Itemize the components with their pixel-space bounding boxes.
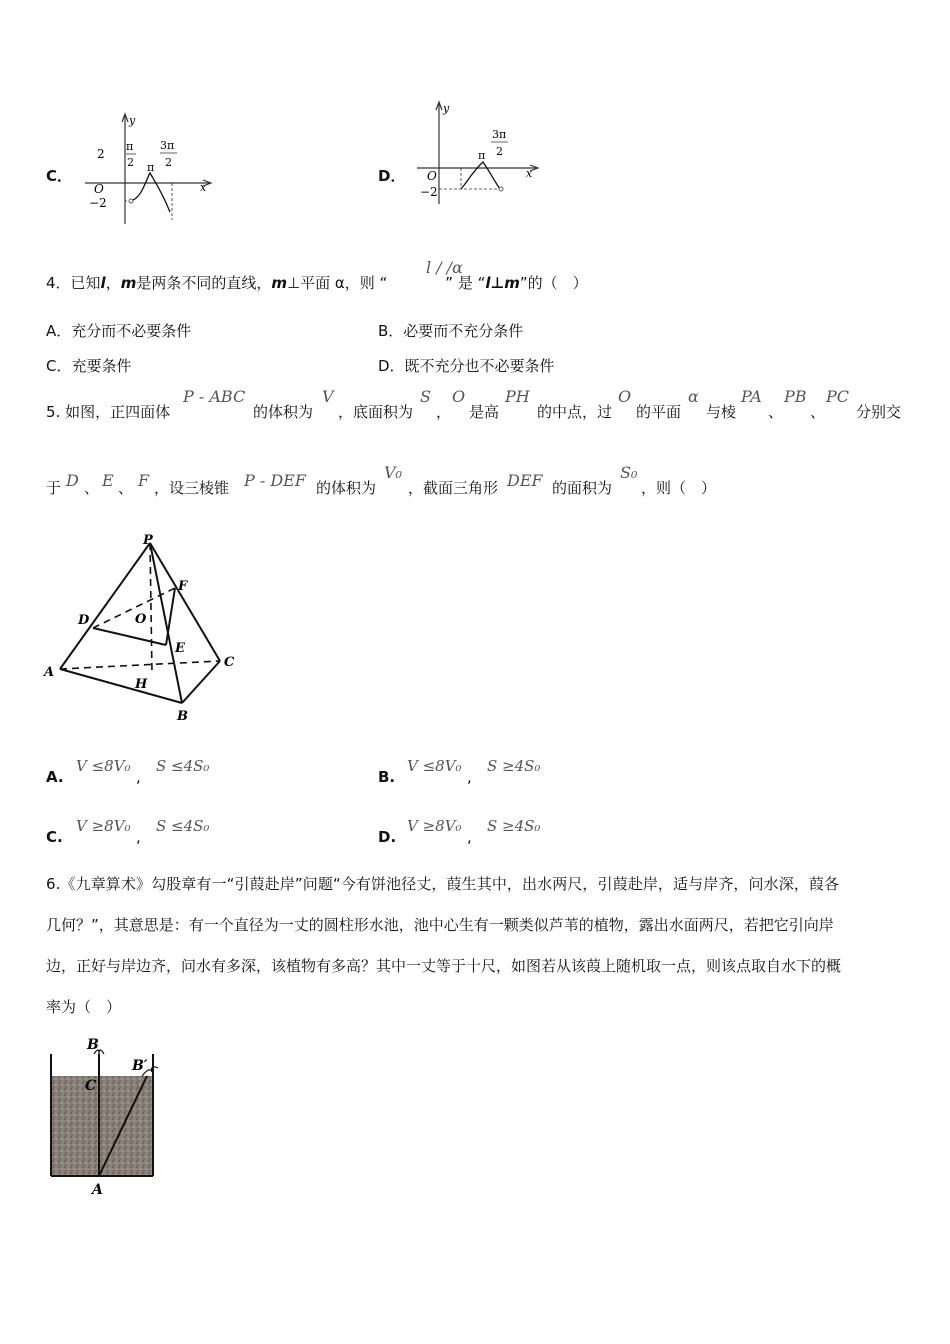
- q5-p7: 的平面: [636, 403, 682, 421]
- label-p: P: [143, 533, 153, 548]
- q6-line4: 率为（ ）: [46, 998, 122, 1016]
- q5-f-ph: PH: [505, 387, 530, 406]
- q5-f-alpha: α: [688, 387, 699, 406]
- q5-option-a-sep: ,: [136, 768, 141, 786]
- tick-pi: π: [147, 161, 155, 174]
- y-label: y: [129, 114, 136, 127]
- q4-option-d: D．既不充分也不必要条件: [378, 357, 555, 375]
- svg-text:2: 2: [127, 156, 134, 169]
- curve: [133, 173, 170, 212]
- label-c: C: [85, 1078, 97, 1094]
- tetrahedron-figure: [40, 528, 250, 728]
- svg-text:2: 2: [496, 145, 503, 158]
- q5-f-pabc: P - ABC: [183, 387, 246, 406]
- q5-f-f: F: [138, 471, 150, 490]
- option-d-label: D．: [378, 167, 406, 185]
- tick-3pi-half: 3π: [492, 128, 507, 141]
- q5-f-o2: O: [618, 387, 632, 406]
- q4-option-a: A．充分而不必要条件: [46, 322, 192, 340]
- q5-l2c: 、: [118, 479, 134, 497]
- q5-f-pc: PC: [826, 387, 850, 406]
- x-label: x: [526, 167, 533, 180]
- graph-c: [80, 108, 220, 226]
- q5-l2a: 于: [46, 479, 62, 497]
- q5-f-def: DEF: [507, 471, 543, 490]
- q5-option-a-f1: V ≤8V₀: [76, 757, 131, 775]
- label-b-prime: B′: [132, 1058, 148, 1074]
- q5-f-v: V: [322, 387, 334, 406]
- label-f: F: [178, 579, 188, 594]
- q5-f-o: O: [452, 387, 466, 406]
- q5-option-d-label: D.: [378, 828, 397, 846]
- tick-pi-half: π: [126, 140, 134, 153]
- q5-option-a-f2: S ≤4S₀: [156, 757, 210, 775]
- q5-l2b: 、: [84, 479, 100, 497]
- svg-text:2: 2: [165, 156, 172, 169]
- y-tick-2: 2: [97, 147, 105, 161]
- tick-pi: π: [478, 149, 486, 162]
- curve: [461, 162, 500, 189]
- q5-p1: 5. 如图，正四面体: [46, 403, 171, 421]
- y-label: y: [443, 102, 450, 115]
- open-point: [129, 199, 133, 203]
- q5-f-s0: S₀: [620, 463, 638, 482]
- label-a: A: [44, 665, 55, 680]
- q5-option-b-f2: S ≥4S₀: [487, 757, 541, 775]
- q5-p11: 分别交: [856, 403, 902, 421]
- q5-option-b-f1: V ≤8V₀: [407, 757, 462, 775]
- x-label: x: [200, 181, 207, 194]
- q5-option-c-sep: ,: [136, 828, 141, 846]
- water-area: [51, 1076, 153, 1176]
- label-a: A: [92, 1182, 103, 1198]
- q6-text: [46, 864, 906, 1028]
- q5-p5: 是高: [469, 403, 500, 421]
- q5-option-b-label: B.: [378, 768, 396, 786]
- label-o: O: [135, 612, 147, 627]
- q5-f-pa: PA: [741, 387, 762, 406]
- q5-p4: ，: [436, 403, 452, 421]
- q4-option-c: C．充要条件: [46, 357, 132, 375]
- q5-option-d-sep: ,: [467, 828, 472, 846]
- q6-line2: 几何？”，其意思是：有一个直径为一丈的圆柱形水池，池中心生有一颗类似芦苇的植物，露出水面两尺，若把它引向岸: [46, 916, 834, 934]
- q5-p2: 的体积为: [253, 403, 314, 421]
- q5-p8: 与棱: [706, 403, 737, 421]
- q5-f-v0: V₀: [384, 463, 402, 482]
- q5-p9: 、: [768, 403, 784, 421]
- label-b: B: [177, 709, 188, 724]
- q4-formula: l / /α: [426, 258, 463, 277]
- origin-label: O: [94, 182, 104, 196]
- q5-f-pdef: P - DEF: [244, 471, 306, 490]
- q5-f-s: S: [420, 387, 431, 406]
- q5-p3: ，底面积为: [338, 403, 414, 421]
- y-tick-neg2: −2: [89, 196, 107, 210]
- label-h: H: [135, 677, 148, 692]
- q5-option-d-f2: S ≥4S₀: [487, 817, 541, 835]
- q5-l2f: ，截面三角形: [408, 479, 499, 497]
- label-c: C: [224, 655, 235, 670]
- origin-label: O: [427, 169, 437, 183]
- q5-l2g: 的面积为: [552, 479, 613, 497]
- q5-p6: 的中点，过: [537, 403, 613, 421]
- q5-l2h: ，则（ ）: [641, 479, 717, 497]
- q5-option-a-label: A.: [46, 768, 64, 786]
- q5-option-c-f1: V ≥8V₀: [76, 817, 131, 835]
- tick-3pi-half: 3π: [160, 139, 175, 152]
- q5-f-pb: PB: [784, 387, 807, 406]
- pond-figure: [40, 1034, 170, 1204]
- q5-l2e: 的体积为: [316, 479, 377, 497]
- q6-line1: 6.《九章算术》勾股章有一“引葭赴岸”问题“今有饼池径丈，葭生其中，出水两尺，引葭赴岸，适与岸齐，问水深，葭各: [46, 875, 840, 893]
- y-tick-neg2: −2: [420, 185, 438, 199]
- q5-option-c-label: C.: [46, 828, 63, 846]
- q5-option-d-f1: V ≥8V₀: [407, 817, 462, 835]
- q5-f-e: E: [102, 471, 114, 490]
- q5-p10: 、: [810, 403, 826, 421]
- q5-option-b-sep: ,: [467, 768, 472, 786]
- label-b: B: [87, 1037, 99, 1053]
- q4-stem: 4．已知l，m是两条不同的直线，m⊥平面 α，则 “ ” 是 “l⊥m”的（ ）: [46, 274, 588, 292]
- label-e: E: [175, 641, 185, 656]
- open-point: [499, 187, 503, 191]
- q5-l2d: ，设三棱锥: [154, 479, 230, 497]
- q6-line3: 边，正好与岸边齐，问水有多深，该植物有多高？其中一丈等于十尺，如图若从该葭上随机取一点，则该点取自水下的概: [46, 957, 842, 975]
- q5-option-c-f2: S ≤4S₀: [156, 817, 210, 835]
- label-d: D: [78, 613, 90, 628]
- graph-d: [412, 96, 542, 208]
- q4-option-b: B．必要而不充分条件: [378, 322, 524, 340]
- option-c-label: C．: [46, 167, 73, 185]
- q5-f-d: D: [66, 471, 79, 490]
